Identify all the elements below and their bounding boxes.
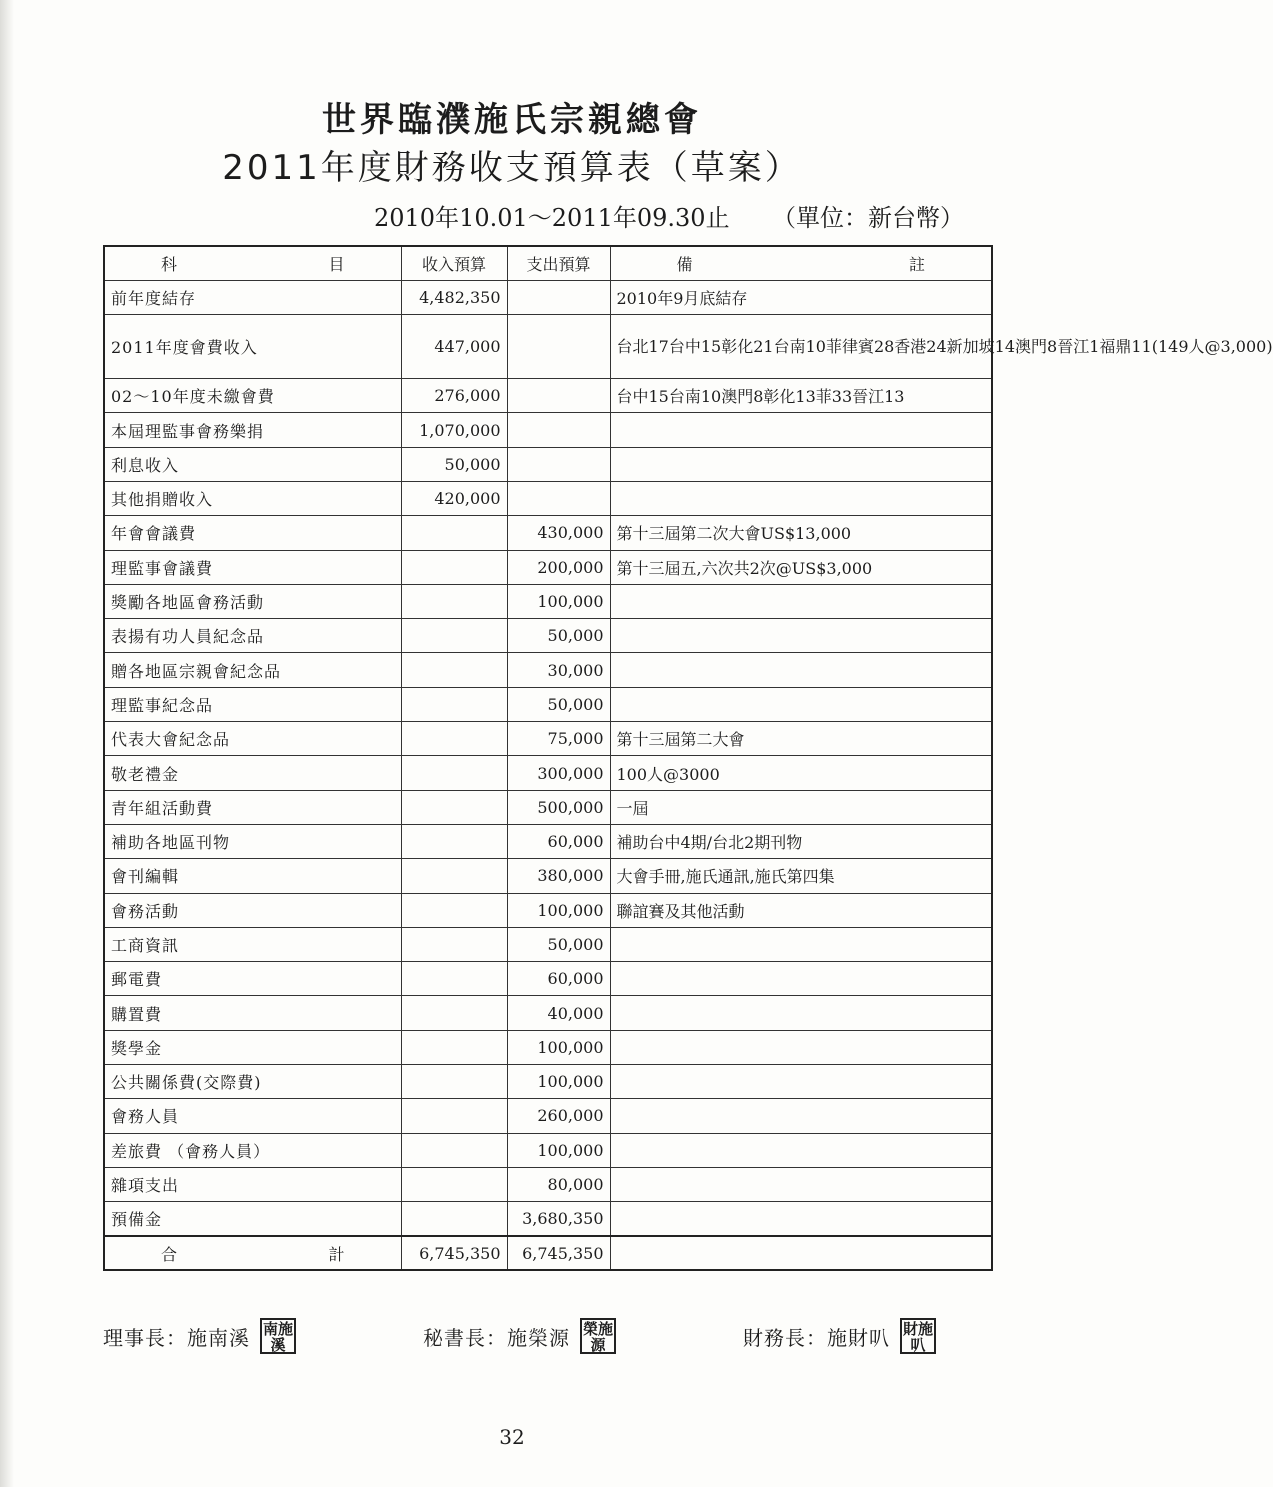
- income-cell: [401, 1133, 507, 1167]
- income-cell: 50,000: [401, 447, 507, 481]
- note-cell: [610, 1030, 992, 1064]
- note-cell: [610, 1167, 992, 1201]
- item-cell: 前年度結存: [104, 280, 401, 314]
- item-cell: 郵電費: [104, 962, 401, 996]
- income-cell: [401, 722, 507, 756]
- table-row: [104, 481, 992, 515]
- table-row: [104, 1167, 992, 1201]
- income-cell: 447,000: [401, 315, 507, 379]
- table-row: [104, 1133, 992, 1167]
- note-cell: [610, 962, 992, 996]
- seal-stamp: 財施叭: [900, 1318, 936, 1354]
- expense-cell: 300,000: [507, 756, 610, 790]
- table-row: [104, 859, 992, 893]
- note-cell: 一屆: [610, 790, 992, 824]
- note-cell: [610, 447, 992, 481]
- signature-row: [103, 1318, 963, 1366]
- note-cell: 聯誼賽及其他活動: [610, 893, 992, 927]
- signature-label: 財務長：施財叭: [743, 1325, 890, 1350]
- note-cell: 第十三屆第二大會: [610, 722, 992, 756]
- signature-secretary: [423, 1318, 616, 1354]
- total-expense: 6,745,350: [507, 1236, 610, 1270]
- item-cell: 其他捐贈收入: [104, 481, 401, 515]
- table-row: [104, 722, 992, 756]
- item-cell: 會務活動: [104, 893, 401, 927]
- item-cell: 青年組活動費: [104, 790, 401, 824]
- expense-cell: [507, 379, 610, 413]
- income-cell: [401, 516, 507, 550]
- table-row: [104, 756, 992, 790]
- table-row: [104, 550, 992, 584]
- expense-cell: 50,000: [507, 619, 610, 653]
- income-cell: [401, 790, 507, 824]
- income-cell: 420,000: [401, 481, 507, 515]
- item-cell: 表揚有功人員紀念品: [104, 619, 401, 653]
- income-cell: 4,482,350: [401, 280, 507, 314]
- note-cell: 100人@3000: [610, 756, 992, 790]
- item-cell: 購置費: [104, 996, 401, 1030]
- expense-cell: 30,000: [507, 653, 610, 687]
- item-cell: 敬老禮金: [104, 756, 401, 790]
- total-label: 合 計: [104, 1236, 401, 1270]
- note-cell: 第十三屆五,六次共2次@US$3,000: [610, 550, 992, 584]
- page-binding-shadow: [0, 0, 14, 1487]
- seal-stamp: 榮施源: [580, 1318, 616, 1354]
- item-cell: 02～10年度未繳會費: [104, 379, 401, 413]
- item-cell: 理監事會議費: [104, 550, 401, 584]
- expense-cell: 100,000: [507, 1133, 610, 1167]
- expense-cell: 100,000: [507, 893, 610, 927]
- header-income: 收入預算: [401, 246, 507, 280]
- expense-cell: 60,000: [507, 962, 610, 996]
- income-cell: [401, 927, 507, 961]
- table-row: [104, 413, 992, 447]
- table-row: [104, 962, 992, 996]
- item-cell: 工商資訊: [104, 927, 401, 961]
- expense-cell: [507, 280, 610, 314]
- table-row: [104, 516, 992, 550]
- expense-cell: 200,000: [507, 550, 610, 584]
- total-note: [610, 1236, 992, 1270]
- note-cell: 第十三屆第二次大會US$13,000: [610, 516, 992, 550]
- item-cell: 預備金: [104, 1202, 401, 1236]
- signature-label: 理事長：施南溪: [103, 1325, 250, 1350]
- note-cell: [610, 687, 992, 721]
- seal-stamp: 南施溪: [260, 1318, 296, 1354]
- item-cell: 補助各地區刊物: [104, 824, 401, 858]
- note-cell: [610, 927, 992, 961]
- expense-cell: 260,000: [507, 1099, 610, 1133]
- expense-cell: [507, 413, 610, 447]
- table-row: [104, 996, 992, 1030]
- currency-unit: （單位：新台幣）: [772, 204, 964, 232]
- item-cell: 獎勵各地區會務活動: [104, 584, 401, 618]
- expense-cell: 100,000: [507, 1030, 610, 1064]
- expense-cell: 500,000: [507, 790, 610, 824]
- income-cell: [401, 996, 507, 1030]
- table-header-row: [104, 246, 992, 280]
- item-cell: 會刊編輯: [104, 859, 401, 893]
- table-row: [104, 584, 992, 618]
- income-cell: [401, 962, 507, 996]
- expense-cell: 3,680,350: [507, 1202, 610, 1236]
- table-row: [104, 619, 992, 653]
- table-row: [104, 790, 992, 824]
- expense-cell: [507, 481, 610, 515]
- income-cell: [401, 687, 507, 721]
- note-cell: 大會手冊,施氏通訊,施氏第四集: [610, 859, 992, 893]
- document-title: 2011年度財務收支預算表（草案）: [222, 148, 802, 188]
- expense-cell: 60,000: [507, 824, 610, 858]
- income-cell: [401, 859, 507, 893]
- expense-cell: 50,000: [507, 927, 610, 961]
- income-cell: [401, 550, 507, 584]
- income-cell: [401, 619, 507, 653]
- table-row: [104, 315, 992, 379]
- item-cell: 年會會議費: [104, 516, 401, 550]
- item-cell: 公共關係費(交際費): [104, 1065, 401, 1099]
- note-cell: [610, 584, 992, 618]
- expense-cell: 380,000: [507, 859, 610, 893]
- header-item: 科 目: [104, 246, 401, 280]
- income-cell: [401, 1167, 507, 1201]
- table-row: [104, 1065, 992, 1099]
- table-row: [104, 687, 992, 721]
- note-cell: [610, 413, 992, 447]
- signature-treasurer: [743, 1318, 936, 1354]
- item-cell: 贈各地區宗親會紀念品: [104, 653, 401, 687]
- income-cell: [401, 1030, 507, 1064]
- expense-cell: 430,000: [507, 516, 610, 550]
- table-row: [104, 1202, 992, 1236]
- income-cell: [401, 756, 507, 790]
- note-cell: [610, 653, 992, 687]
- header-expense: 支出預算: [507, 246, 610, 280]
- item-cell: 獎學金: [104, 1030, 401, 1064]
- income-cell: [401, 824, 507, 858]
- income-cell: [401, 1099, 507, 1133]
- page-number: 32: [499, 1425, 525, 1449]
- item-cell: 雜項支出: [104, 1167, 401, 1201]
- table-row: [104, 824, 992, 858]
- table-row: [104, 1030, 992, 1064]
- income-cell: [401, 1065, 507, 1099]
- table-row: [104, 379, 992, 413]
- item-cell: 會務人員: [104, 1099, 401, 1133]
- note-cell: [610, 1099, 992, 1133]
- income-cell: 1,070,000: [401, 413, 507, 447]
- expense-cell: [507, 447, 610, 481]
- total-row: [104, 1236, 992, 1270]
- expense-cell: 75,000: [507, 722, 610, 756]
- header-note: 備 註: [610, 246, 992, 280]
- note-cell: [610, 1065, 992, 1099]
- item-cell: 利息收入: [104, 447, 401, 481]
- income-cell: [401, 1202, 507, 1236]
- table-row: [104, 893, 992, 927]
- note-cell: 2010年9月底結存: [610, 280, 992, 314]
- item-cell: 代表大會紀念品: [104, 722, 401, 756]
- signature-chairman: [103, 1318, 296, 1354]
- expense-cell: 80,000: [507, 1167, 610, 1201]
- budget-table: [103, 245, 1273, 1271]
- income-cell: [401, 893, 507, 927]
- expense-cell: 40,000: [507, 996, 610, 1030]
- income-cell: [401, 653, 507, 687]
- table-row: [104, 653, 992, 687]
- note-cell: [610, 481, 992, 515]
- item-cell: 2011年度會費收入: [104, 315, 401, 379]
- table-row: [104, 447, 992, 481]
- note-cell: 補助台中4期/台北2期刊物: [610, 824, 992, 858]
- fiscal-period: 2010年10.01～2011年09.30止: [374, 204, 730, 232]
- organization-title: 世界臨濮施氏宗親總會: [322, 100, 702, 140]
- note-cell: 台中15台南10澳門8彰化13菲33晉江13: [610, 379, 992, 413]
- note-cell: [610, 996, 992, 1030]
- expense-cell: 50,000: [507, 687, 610, 721]
- expense-cell: 100,000: [507, 1065, 610, 1099]
- item-cell: 差旅費 （會務人員）: [104, 1133, 401, 1167]
- note-cell: 台北17台中15彰化21台南10菲律賓28香港24新加坡14澳門8晉江1福鼎11(149人@3,000): [610, 315, 992, 379]
- table-row: [104, 927, 992, 961]
- total-income: 6,745,350: [401, 1236, 507, 1270]
- item-cell: 本屆理監事會務樂捐: [104, 413, 401, 447]
- item-cell: 理監事紀念品: [104, 687, 401, 721]
- expense-cell: 100,000: [507, 584, 610, 618]
- signature-label: 秘書長：施榮源: [423, 1325, 570, 1350]
- expense-cell: [507, 315, 610, 379]
- note-cell: [610, 619, 992, 653]
- note-cell: [610, 1133, 992, 1167]
- table-row: [104, 1099, 992, 1133]
- table-row: [104, 280, 992, 314]
- note-cell: [610, 1202, 992, 1236]
- income-cell: 276,000: [401, 379, 507, 413]
- income-cell: [401, 584, 507, 618]
